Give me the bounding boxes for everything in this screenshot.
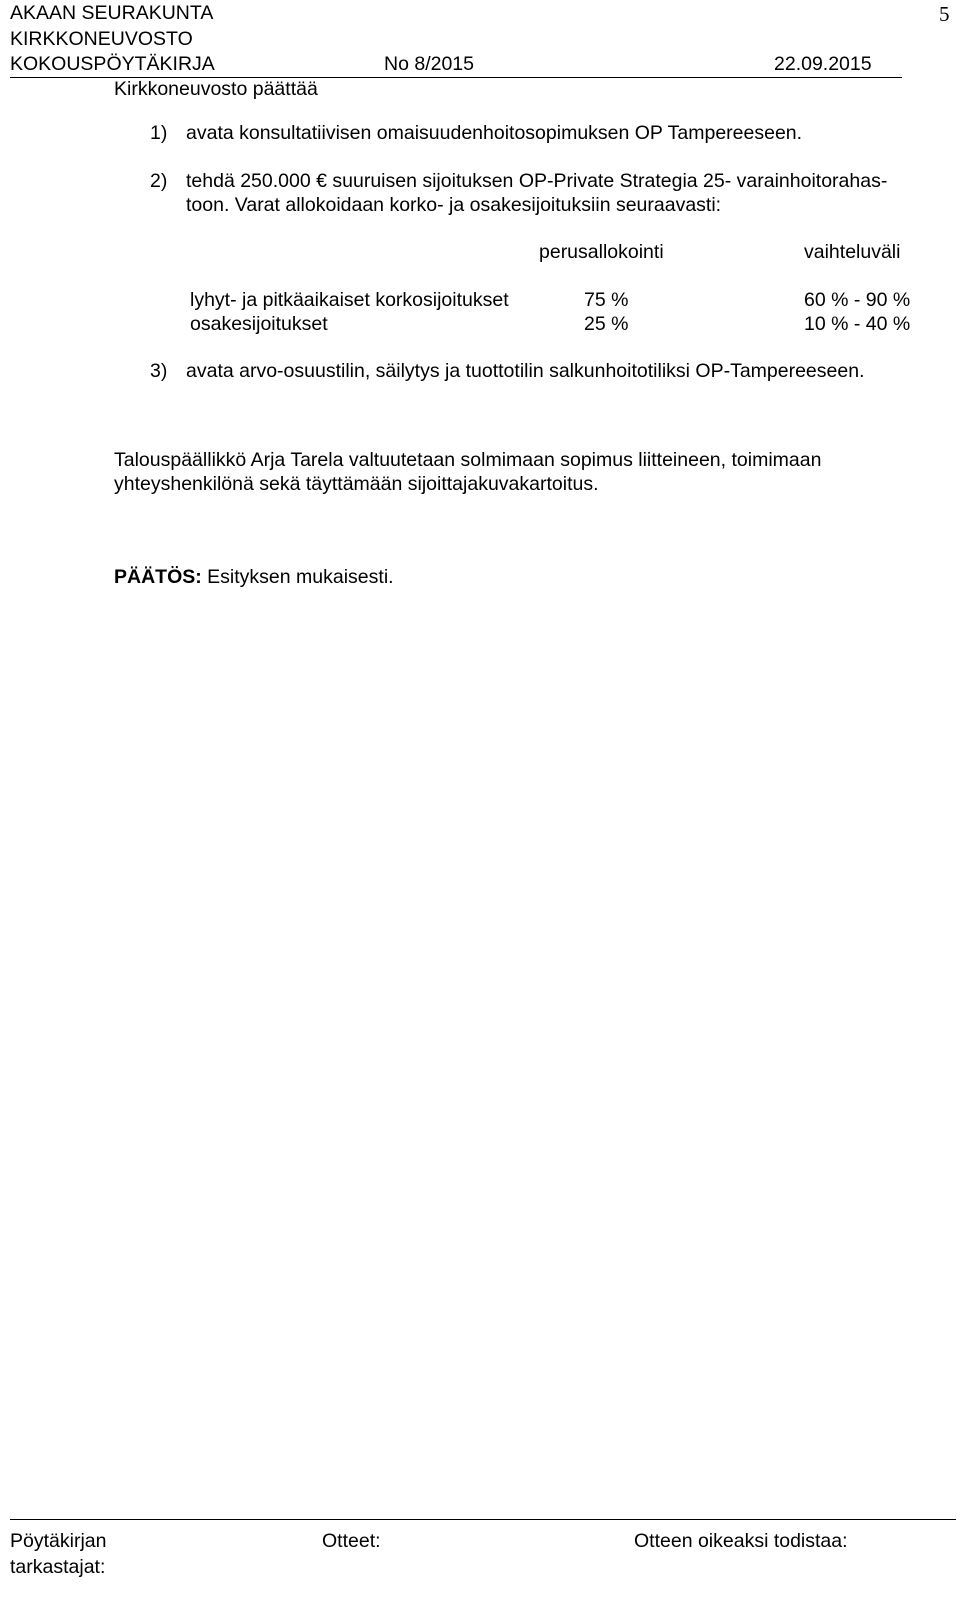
- table-row-asset-class: osakesijoitukset: [190, 313, 328, 335]
- reviewers-label-line2: tarkastajat:: [10, 1556, 106, 1578]
- header-meta-line: [10, 52, 902, 78]
- verdict-label: PÄÄTÖS:: [114, 566, 202, 588]
- document-type: KOKOUSPÖYTÄKIRJA: [10, 53, 215, 75]
- table-row-base: 25 %: [584, 313, 629, 335]
- authorization-line2: yhteyshenkilönä sekä täyttämään sijoittajakuvakartoitus.: [114, 473, 599, 495]
- table-row-asset-class: lyhyt- ja pitkäaikaiset korkosijoitukset: [190, 289, 509, 311]
- table-row-range: 60 % - 90 %: [804, 289, 911, 311]
- item-number-1: 1): [150, 122, 168, 144]
- meeting-number: No 8/2015: [384, 53, 474, 75]
- governing-body: KIRKKONEUVOSTO: [10, 28, 193, 50]
- item-number-2: 2): [150, 170, 168, 192]
- column-header-base-allocation: perusallokointi: [539, 241, 664, 263]
- organization-name: AKAAN SEURAKUNTA: [10, 2, 214, 24]
- reviewers-label-line1: Pöytäkirjan: [10, 1530, 107, 1552]
- decision-intro: Kirkkoneuvosto päättää: [114, 78, 318, 100]
- item-number-3: 3): [150, 360, 168, 382]
- item-text-1: avata konsultatiivisen omaisuudenhoitosopimuksen OP Tampereeseen.: [186, 122, 803, 144]
- item-text-2-line2: toon. Varat allokoidaan korko- ja osakesijoituksiin seuraavasti:: [186, 194, 722, 216]
- item-text-3: avata arvo-osuustilin, säilytys ja tuottotilin salkunhoitotiliksi OP-Tampereeseen.: [186, 360, 865, 382]
- table-row-range: 10 % - 40 %: [804, 313, 911, 335]
- authorization-line1: Talouspäällikkö Arja Tarela valtuutetaan solmimaan sopimus liitteineen, toimimaan: [114, 449, 822, 471]
- item-text-2-line1: tehdä 250.000 € suuruisen sijoituksen OP-Private Strategia 25- varainhoitorahas-: [186, 170, 888, 192]
- column-header-range: vaihteluväli: [804, 241, 901, 263]
- extracts-label: Otteet:: [322, 1530, 381, 1552]
- footer-divider: [10, 1519, 956, 1520]
- meeting-date: 22.09.2015: [774, 53, 872, 75]
- signature-footer: [10, 1519, 956, 1597]
- verdict: [114, 568, 394, 588]
- reviewers-label: [10, 1528, 106, 1580]
- certification-label: Otteen oikeaksi todistaa:: [634, 1530, 848, 1552]
- verdict-text: Esityksen mukaisesti.: [207, 566, 394, 588]
- table-row-base: 75 %: [584, 289, 629, 311]
- page-number: 5: [939, 2, 950, 26]
